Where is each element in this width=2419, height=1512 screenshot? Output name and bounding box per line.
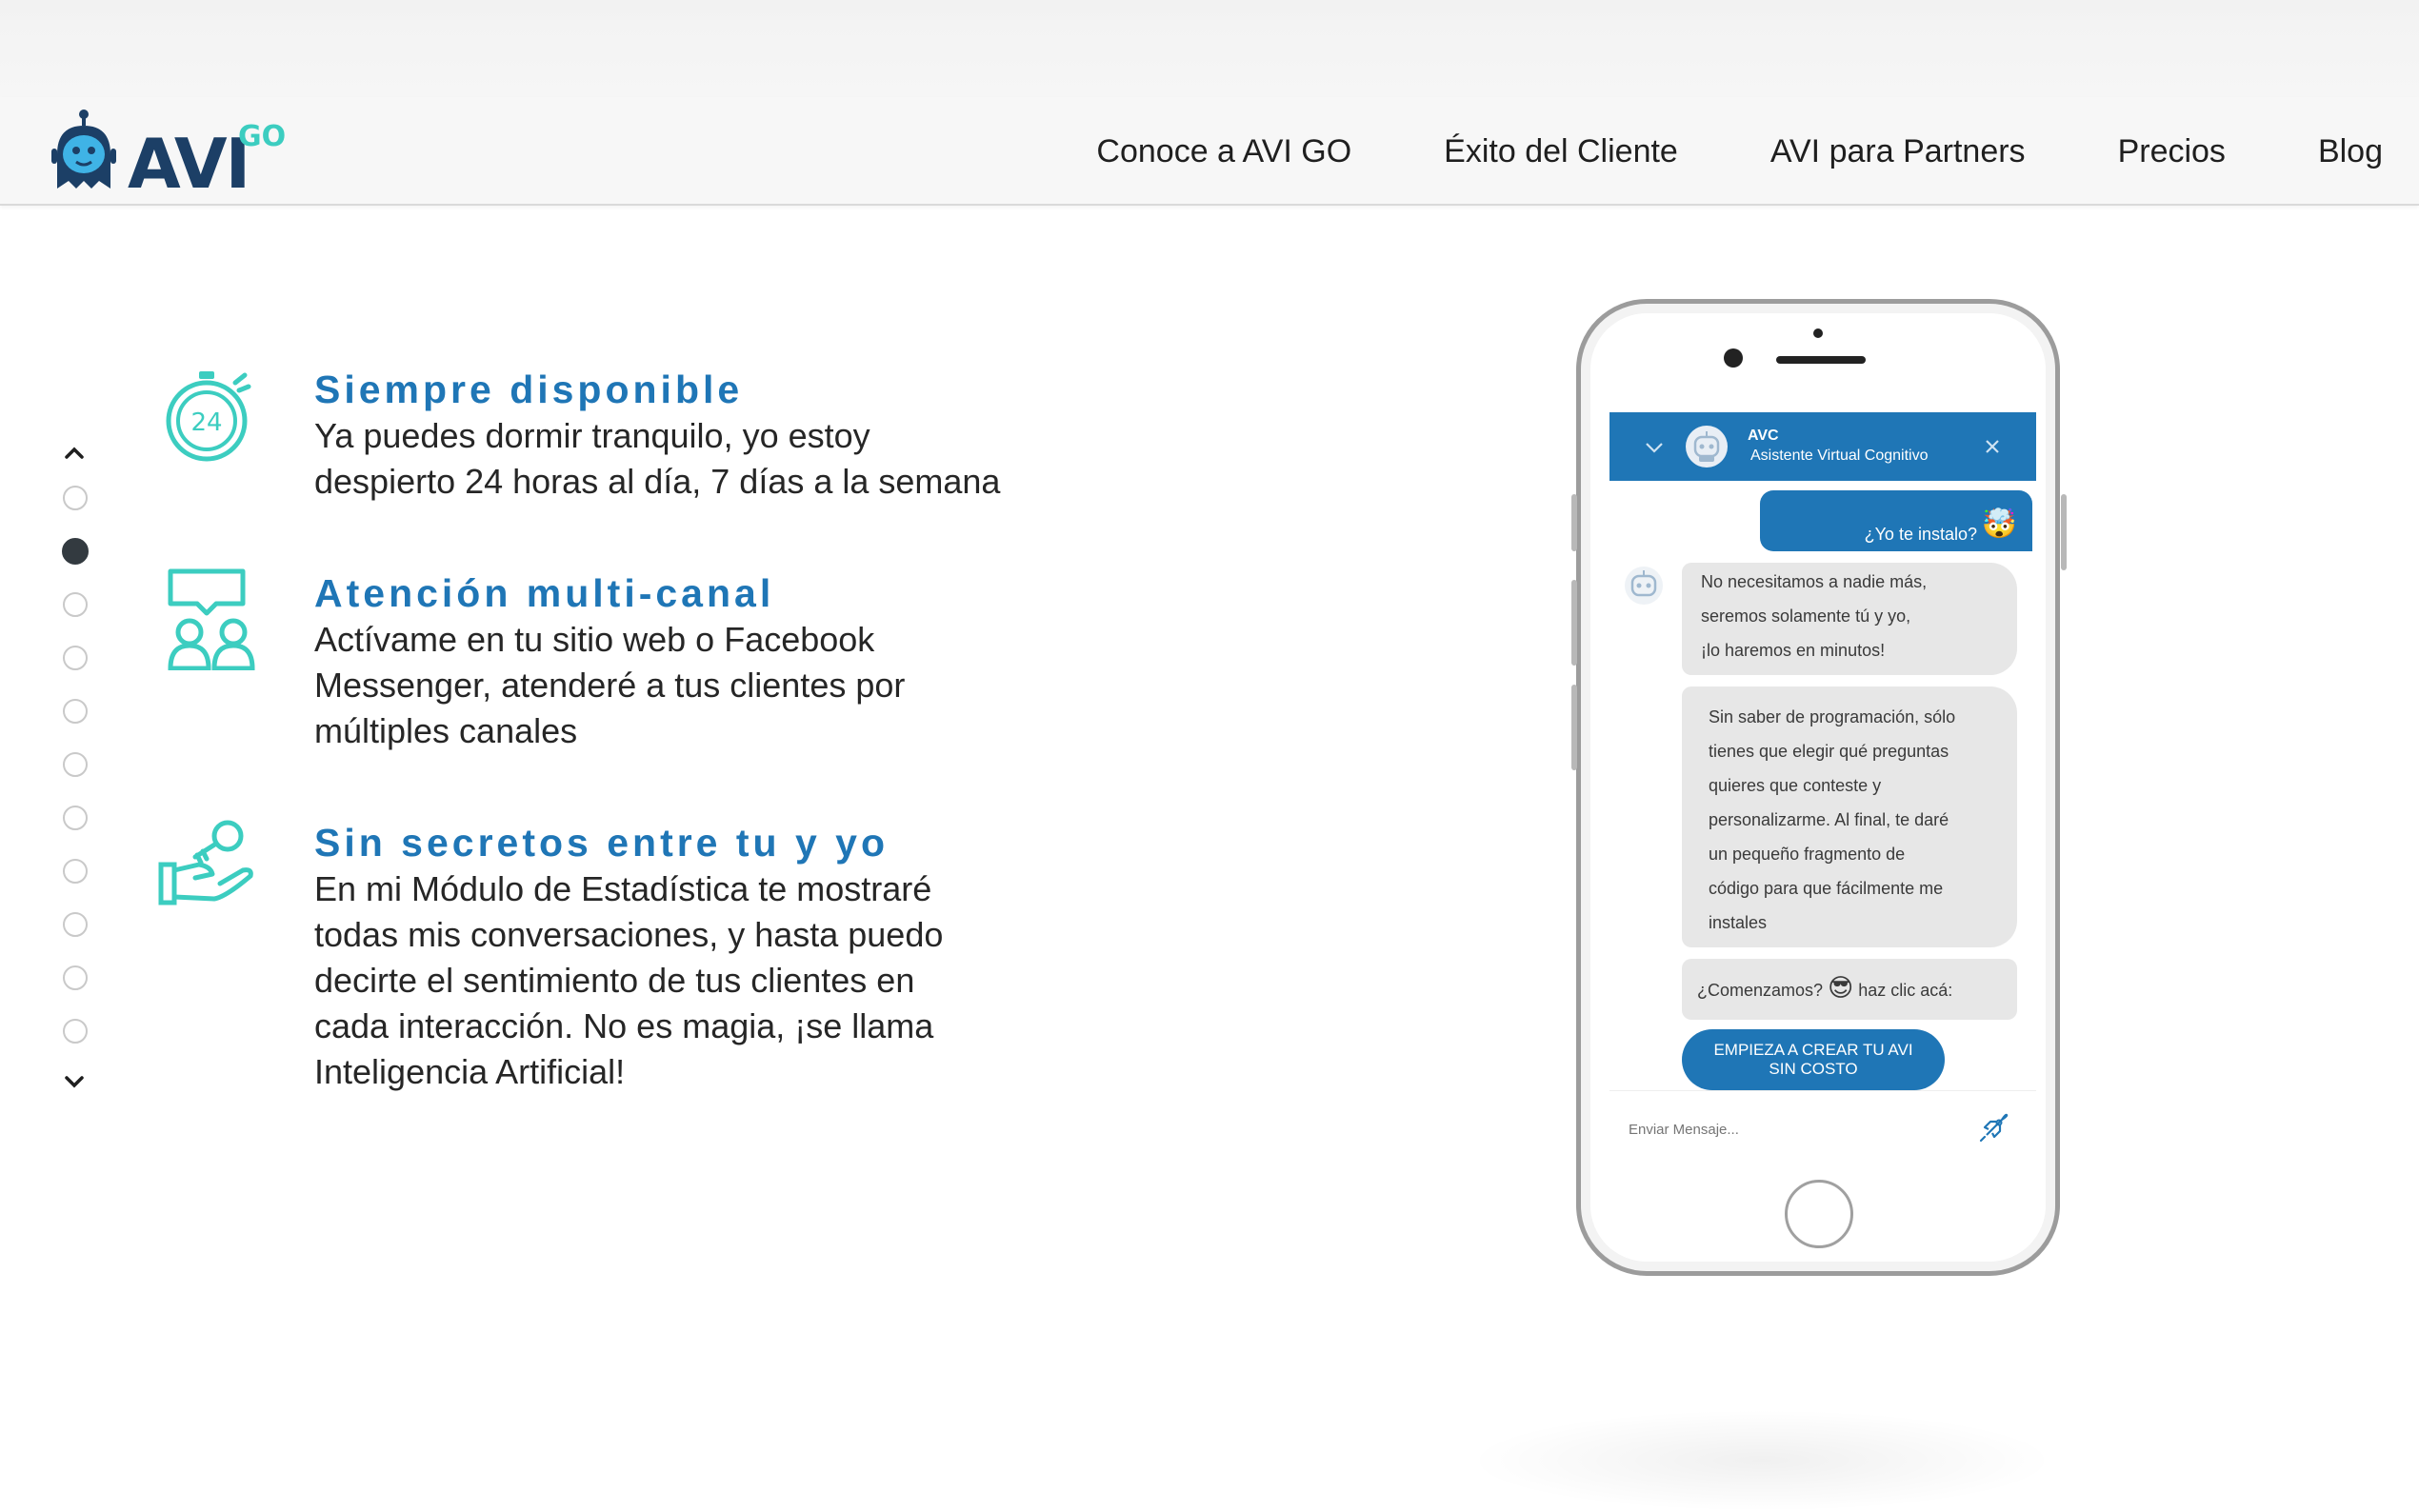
feature-text-line: Messenger, atenderé a tus clientes por [314, 666, 906, 705]
phone-side-button [1571, 685, 1577, 770]
pager-dot[interactable] [63, 752, 88, 777]
chat-widget [1609, 412, 2036, 1174]
feature-text-line: En mi Módulo de Estadística te mostraré [314, 869, 932, 908]
cta-line: SIN COSTO [1769, 1060, 1858, 1078]
pager-dot[interactable] [63, 806, 88, 830]
sunglasses-emoji: 😎 [1828, 973, 1854, 1002]
phone-camera [1724, 348, 1743, 368]
feature-text-line: Inteligencia Artificial! [314, 1052, 626, 1091]
bot-message-text: haz clic acá: [1858, 981, 1953, 1000]
bot-message-text: ¿Comenzamos? [1697, 981, 1824, 1000]
nav-link-precios[interactable]: Precios [2117, 133, 2226, 169]
user-message-text: ¿Yo te instalo? [1864, 525, 1977, 544]
bot-message-line: seremos solamente tú y yo, [1701, 607, 1911, 626]
rocket-send-icon[interactable] [1975, 1108, 2013, 1146]
feature-text-line: todas mis conversaciones, y hasta puedo [314, 915, 944, 954]
feature-text [314, 617, 1076, 754]
feature-text-line: Actívame en tu sitio web o Facebook [314, 620, 875, 659]
pager-dot[interactable] [63, 1019, 88, 1044]
logo-superscript: GO [238, 120, 287, 153]
exploding-head-emoji: 🤯 [1981, 508, 2017, 540]
cta-line: EMPIEZA A CREAR TU AVI [1713, 1041, 1913, 1059]
pager-dot[interactable] [63, 646, 88, 670]
pager-dot[interactable] [63, 486, 88, 510]
robot-face-icon [1623, 565, 1665, 607]
close-icon[interactable] [1983, 437, 2002, 456]
hand-key-icon [157, 815, 262, 920]
stopwatch-24-icon [157, 362, 262, 467]
bot-message-line: No necesitamos a nadie más, [1701, 572, 1928, 591]
bot-message-line: Sin saber de programación, sólo [1709, 707, 1956, 726]
chat-header [1609, 412, 2036, 481]
main-nav [1004, 133, 2383, 170]
create-avi-button[interactable] [1682, 1029, 1945, 1090]
chat-bot-subtitle: Asistente Virtual Cognitivo [1750, 448, 1929, 464]
robot-face-icon [1686, 426, 1728, 468]
feature-title: Siempre disponible [314, 368, 744, 411]
bot-message [1682, 563, 2017, 675]
phone-mockup [1576, 299, 2060, 1276]
pager-dot-active[interactable] [62, 538, 89, 565]
feature-text-line: Ya puedes dormir tranquilo, yo estoy [314, 416, 870, 455]
pager-dot[interactable] [63, 965, 88, 990]
feature-text-line: decirte el sentimiento de tus clientes en [314, 961, 915, 1000]
bot-message-line: ¡lo haremos en minutos! [1701, 641, 1886, 660]
chevron-down-icon[interactable] [1644, 437, 1665, 458]
feature-text [314, 866, 1076, 1095]
nav-link-conoce[interactable]: Conoce a AVI GO [1096, 133, 1352, 169]
phone-speaker [1776, 356, 1866, 364]
logo-text: AVI [128, 124, 250, 204]
bot-message-line: código para que fácilmente me [1709, 879, 1944, 898]
feature-title: Atención multi-canal [314, 571, 775, 615]
chat-bot-name: AVC [1748, 428, 1779, 444]
feature-text-line: cada interacción. No es magia, ¡se llama [314, 1006, 934, 1045]
message-input[interactable] [1629, 1108, 1952, 1150]
bot-message-line: un pequeño fragmento de [1709, 845, 1906, 864]
feature-text [314, 413, 1076, 505]
pager-dot[interactable] [63, 912, 88, 937]
feature-title: Sin secretos entre tu y yo [314, 821, 890, 865]
pager-dot[interactable] [63, 592, 88, 617]
multichannel-people-icon [157, 566, 262, 670]
bot-avatar [1686, 426, 1728, 468]
bot-message-line: personalizarme. Al final, te daré [1709, 810, 1949, 829]
pager-dot[interactable] [63, 699, 88, 724]
nav-link-blog[interactable]: Blog [2317, 133, 2383, 169]
nav-link-exito[interactable]: Éxito del Cliente [1444, 133, 1678, 169]
top-strip [0, 0, 2419, 97]
navbar [0, 97, 2419, 206]
phone-side-button [2061, 494, 2067, 570]
bot-message-line: tienes que elegir qué preguntas [1709, 742, 1949, 761]
phone-shadow [1467, 1409, 2057, 1512]
feature-text-line: múltiples canales [314, 711, 578, 750]
bot-message [1682, 686, 2017, 947]
chevron-down-icon[interactable] [61, 1068, 88, 1095]
robot-mascot-icon [50, 107, 118, 198]
chevron-up-icon[interactable] [61, 440, 88, 467]
bot-message-line: instales [1709, 913, 1768, 932]
phone-side-button [1571, 580, 1577, 666]
nav-link-partners[interactable]: AVI para Partners [1769, 133, 2026, 169]
user-message [1760, 490, 2032, 551]
phone-sensor [1813, 328, 1823, 338]
bot-message [1682, 959, 2017, 1020]
bot-message-line: quieres que conteste y [1709, 776, 1882, 795]
message-composer [1609, 1090, 2036, 1174]
logo[interactable] [50, 105, 307, 204]
phone-side-button [1571, 494, 1577, 551]
feature-text-line: despierto 24 horas al día, 7 días a la semana [314, 462, 1001, 501]
stopwatch-label: 24 [190, 408, 223, 437]
phone-home-button [1785, 1180, 1853, 1248]
pager-dot[interactable] [63, 859, 88, 884]
